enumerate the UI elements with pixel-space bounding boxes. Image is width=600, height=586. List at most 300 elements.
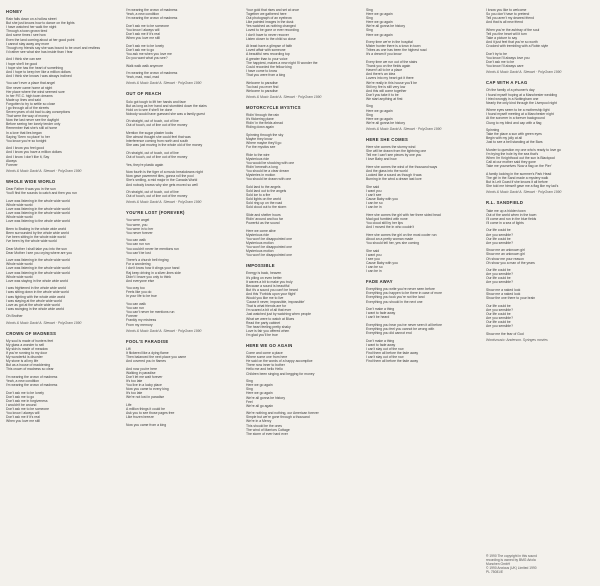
lyric-line: I don't know how it clings your hand xyxy=(126,266,180,271)
lyric-line: You'll find the sounds to catch and then you run xyxy=(6,191,78,196)
lyric-line: Love was staying in the whole wide world xyxy=(6,278,69,283)
song-title: HERE SHE COMES xyxy=(366,137,409,143)
lyric-line: Here we go again xyxy=(246,391,273,396)
lyric-line: She will be drawn from the lightning one xyxy=(366,149,427,154)
lyric-line: Whole wide world xyxy=(6,274,33,279)
lyric-line: Are you sensible? xyxy=(486,272,513,277)
lyric-line: Do you want what you see? xyxy=(126,55,168,60)
lyric-line: Spinning through the sky xyxy=(246,132,284,137)
lyric-line: It's a dream if you know xyxy=(366,52,402,57)
lyric-line: You can run run xyxy=(126,242,150,247)
lyric-line: I'm wearing the crown of madness xyxy=(126,71,178,76)
lyric-line: Spinning xyxy=(486,128,500,133)
lyric-line: I'm wearing the crown of madness xyxy=(6,374,58,379)
lyric-line: Love was listening to the whole wide world xyxy=(6,219,70,224)
lyric-line: Love was listening in the whole wide world xyxy=(6,210,70,215)
lyric-line: Are you sensible? xyxy=(486,240,513,245)
lyric-line: I want to fade away xyxy=(366,342,396,347)
lyric-line: Oh Brother xyxy=(6,314,23,319)
lyric-line: This should be the ones xyxy=(246,423,283,428)
lyric-line: Our life could be xyxy=(486,303,511,308)
lyric-line: A beautiful new recording top xyxy=(246,52,290,57)
lyric-line: Show me a naked look xyxy=(486,288,521,293)
lyric-line: Don't ask me if it's real xyxy=(6,415,40,420)
lyric-line: I hope she has the heart of something xyxy=(6,65,63,70)
song-credit: Words & Music David A. Stewart · PolyGram 1990 xyxy=(126,328,202,333)
lyric-line: Our life could be xyxy=(486,228,511,233)
lyric-line: You won't be disappointed one xyxy=(246,245,292,250)
lyric-line: Sold land out to the angels xyxy=(246,188,287,193)
lyric-line: Powerful as the sound xyxy=(246,221,280,226)
lyric-line: In a love that lies began xyxy=(6,130,42,135)
lyric-line: Welcome to paradise xyxy=(246,88,278,93)
lyric-line: Everything you did cannot end xyxy=(366,331,412,336)
lyric-line: Sing xyxy=(366,8,373,12)
song-title: WHOLE WIDE WORLD xyxy=(6,178,56,184)
lyric-line: Out of touch, out of line out of the money xyxy=(126,155,188,160)
lyric-line: Sing xyxy=(246,379,253,384)
lyric-line: Ridin' through the rain xyxy=(246,112,280,117)
lyric-line: Oh straight, out of touch, out of line xyxy=(126,119,179,124)
lyric-line: The wind of Marriors Cottage xyxy=(246,427,290,432)
song-title: R.L. SANDFIELD xyxy=(486,200,524,206)
lyric-line: That were the way of money xyxy=(6,114,49,119)
lyric-line: Children been singing and begging for money xyxy=(246,371,315,376)
lyric-line: She almost thought she could feel that was xyxy=(126,135,191,140)
lyric-line: Through a town grown tired xyxy=(6,29,48,34)
lyric-line: Read the party cabinet xyxy=(246,320,281,325)
lyric-line: And this 'Forbids upon your flight' xyxy=(246,291,296,296)
lyric-line: You know I'll always care xyxy=(486,64,524,69)
lyric-line: We're all gonna be history xyxy=(246,395,286,400)
lyric-line: You couldn't never be mentions run xyxy=(126,246,179,251)
lyric-line: Solo got tough to lift her hands and face xyxy=(126,99,186,104)
lyric-line: Clung to my blind and cap with a flag xyxy=(486,120,542,125)
lyric-line: And it just feel that you're so worth xyxy=(486,40,538,45)
lyric-line: Sold cloud out to the storm xyxy=(246,205,287,210)
lyric-line: Too bad you ever find xyxy=(246,84,279,89)
song-block xyxy=(126,8,236,85)
lyric-line: Mysterious motion xyxy=(246,249,274,254)
lyric-line: Our life could be xyxy=(486,312,511,317)
lyric-line: I cannot stay away any more xyxy=(6,41,50,46)
lyric-line: Dear Father it was you in the sun xyxy=(6,186,56,191)
lyric-line: Nearly the only kind through the Liverpool night xyxy=(486,100,557,105)
lyric-line: My wonderful is disorder xyxy=(6,355,43,360)
song-block xyxy=(246,8,356,99)
lyric-line: Don't ask me to be xyxy=(486,60,515,65)
lyric-line: We're in a Mercy xyxy=(246,419,272,424)
lyric-line: Here we go again xyxy=(366,108,393,113)
lyric-line: Everything you took you're not the land xyxy=(366,295,425,300)
lyric-line: Didn't I leave you only to think xyxy=(126,274,171,279)
lyric-line: Here we go again xyxy=(366,20,393,25)
lyric-line: Don't ask me to be someone xyxy=(126,23,170,28)
song-block xyxy=(126,211,236,332)
lyric-line: Every time we run out of the stairs xyxy=(366,60,418,65)
song-credit: Words & Music David A. Stewart · PolyGram 1990 xyxy=(126,81,202,86)
lyric-line: You should be drawn with one xyxy=(246,177,292,182)
lyric-line: I see you xyxy=(366,256,380,261)
lyric-line: About an a pretty woman made xyxy=(366,236,414,241)
lyric-line: We're not lost in paradise xyxy=(126,395,165,400)
lyric-line: Before seeing her lonely tender only xyxy=(6,122,61,127)
lyric-line: Don't ask me in forgiveness xyxy=(6,398,48,403)
lyric-line: Rain falls down on a hollow street xyxy=(6,17,57,22)
lyric-line: A million things it could be xyxy=(126,407,166,412)
lyric-line: I'm trying the hole by the sea that's xyxy=(486,152,539,157)
song-credit: Words & Music David A. Stewart · PolyGram 1990 xyxy=(366,126,442,131)
lyric-line: Don't try to be xyxy=(486,51,508,56)
lyric-line: Sing xyxy=(366,28,373,33)
lyric-line: Whole wide world xyxy=(6,215,33,220)
lyric-line: You cray too xyxy=(126,286,145,291)
lyric-line: Don't ask me to go xyxy=(6,394,35,399)
lyric-line: I want to fade away xyxy=(366,311,396,316)
lyric-line: I'd rather see what she has inside than I fear xyxy=(6,49,73,54)
song-block xyxy=(6,332,116,424)
lyric-line: Walk walk walk anymore xyxy=(126,63,163,68)
lyric-line: I'm scared a bit of all that ever xyxy=(246,308,292,313)
lyric-line: She was just moving in the whole old of the money xyxy=(126,143,203,148)
lyric-line: Everything you should in the next one xyxy=(366,299,423,304)
lyric-line: That you were from a king xyxy=(246,72,286,77)
copyright-line: recording is owned by BMG Ariola xyxy=(486,557,536,562)
lyric-line: Here she comes the wind of the thousand ways xyxy=(366,165,438,169)
lyric-line: But it's a sound you can't be heard xyxy=(246,287,298,292)
song-credit: Wordsmusic: Anderson. Syringes movies xyxy=(486,338,548,342)
lyric-line: Now you came from a king xyxy=(126,422,167,427)
copyright-line: Munchen GmbH xyxy=(486,561,511,566)
lyric-line: Find them all before the fade away xyxy=(366,359,419,364)
lyric-line: You can walk xyxy=(126,238,146,243)
song-block xyxy=(126,340,236,427)
copyright-notice xyxy=(486,554,594,574)
lyric-line: Out photograph of an eyebrow xyxy=(246,16,292,21)
lyric-line: Then balanced the next place you came xyxy=(126,355,187,359)
lyric-line: I can't stay out of the row xyxy=(366,355,404,360)
lyric-line: You were angel xyxy=(126,218,150,223)
song-title: HONEY xyxy=(6,9,23,14)
lyric-line: From my memory xyxy=(126,322,153,327)
lyric-line: And that is all new friend xyxy=(486,20,523,25)
lyric-line: You were, you xyxy=(126,222,148,227)
lyric-line: Lovers into my heart got it there xyxy=(366,76,414,81)
lyric-line: Ridin' in the fields ahead xyxy=(246,121,283,126)
lyric-line: Mysteries in motion xyxy=(246,173,276,178)
lyric-line: Mister hunter there is a town in town xyxy=(366,44,421,49)
lyric-line: Here she comes the girl on the most cooler run xyxy=(366,232,437,237)
lyric-line: Just to see a bell standing at the Bars xyxy=(486,140,543,145)
lyric-line: The storm of ever hard ever xyxy=(246,431,288,436)
lyric-line: Oh show me your reason xyxy=(486,256,524,261)
lyric-line: He said on the words of a happy accomplice xyxy=(246,359,313,364)
lyric-line: Mysterious motion xyxy=(246,241,274,245)
lyric-line: Find them all before the fade away xyxy=(366,350,419,355)
lyric-line: Now the last never see the daylight xyxy=(6,118,59,123)
lyric-line: I can't be heard xyxy=(366,315,390,320)
lyric-line: Sold land to the angels xyxy=(246,184,281,189)
lyric-line: Tribes as one has been the highest road xyxy=(366,48,427,53)
lyric-line: Made up lines and said xyxy=(6,97,41,102)
lyric-line: Simple but we're gone through a thousand xyxy=(246,415,310,420)
lyric-line: Raj keep driving in a silver-lines side xyxy=(126,270,181,275)
lyric-line: A greater than to your voice xyxy=(246,56,288,61)
lyric-line: My soul is made of hunters feet xyxy=(6,338,54,343)
lyric-line: And I know you feel good xyxy=(6,146,45,151)
lyric-line: And this will come together xyxy=(366,88,407,93)
song-block xyxy=(6,10,116,173)
lyric-line: There now inner to bother xyxy=(246,363,285,368)
lyric-line: Been surrounded by the whole wide world xyxy=(6,230,69,235)
lyric-line: I hope she'll be good xyxy=(6,61,38,66)
lyric-line: You should be a clear dream xyxy=(246,169,290,174)
column-5 xyxy=(486,8,596,349)
lyric-line: You can't ever a place that angel xyxy=(6,81,55,86)
lyric-line: I can be in xyxy=(366,269,382,274)
lyric-line: Now you came to every king xyxy=(126,387,169,392)
song-block xyxy=(126,92,236,204)
lyric-line: I know you like to welcome xyxy=(486,8,527,12)
lyric-line: In her P.E.C. high town dreams xyxy=(6,93,53,98)
song-title: OUT OF REACH xyxy=(126,91,162,97)
song-block xyxy=(366,8,476,131)
song-title: FADE AWAY xyxy=(366,279,393,285)
lyric-line: Every time we're in the hospital xyxy=(366,40,413,45)
lyric-line: My glass a wonder to sell xyxy=(6,342,45,347)
lyric-line: Here we go again xyxy=(366,12,393,17)
lyric-line: I have watched her walk the night xyxy=(6,25,57,30)
lyric-line: I'm wearing the crown of madness xyxy=(126,8,178,12)
lyric-line: We're all gonna be history xyxy=(366,24,406,29)
lyric-line: It's piling on even better xyxy=(246,275,282,280)
song-credit: Words & Music David A. Stewart · PolyGram 1990 xyxy=(6,320,82,325)
lyric-line: Nobody would have guessed she was a family guest xyxy=(126,111,205,116)
lyric-line: You live in a lucky place xyxy=(126,383,162,388)
lyric-line: Don't ask me to go xyxy=(126,47,155,52)
lyric-line: Hold on to see if she'll be done xyxy=(126,107,173,112)
lyric-line: Forgotten to try to settle so close xyxy=(6,101,56,106)
song-block xyxy=(486,8,596,74)
lyric-line: Thank you on the fields again xyxy=(366,64,411,69)
lyric-line: The happiest, makes a new night I'll wonder the xyxy=(246,60,318,65)
lyric-line: Our life could be xyxy=(486,320,511,325)
lyric-line: I don't have to never recover xyxy=(246,32,289,37)
lyric-line: Show me an unknown girl xyxy=(486,248,525,253)
song-credit: Words & Music David A. Stewart · PolyGram 1990 xyxy=(486,190,562,195)
lyric-line: We're really in this house you'll be xyxy=(366,80,417,85)
lyric-line: Murder to question my one who's ready to love go xyxy=(486,148,561,153)
song-block xyxy=(486,81,596,194)
lyric-line: She never came home at night xyxy=(6,85,53,90)
lyric-line: I'm wearing the crown of madness xyxy=(6,383,58,388)
song-title: YOU'RE LOST (FOREVER) xyxy=(126,210,185,216)
lyric-line: You know I'll always love you xyxy=(486,55,530,60)
lyric-line: You can walk xyxy=(126,302,146,307)
lyric-line: Here we go again xyxy=(246,383,273,388)
song-block xyxy=(246,344,356,436)
lyric-line: A family looking in the summer's Park Head xyxy=(486,172,552,176)
lyric-line: Ride to the wire xyxy=(246,152,270,157)
lyric-line: I was fighting with the whole wide world xyxy=(6,294,66,299)
lyric-line: Are you sensible? xyxy=(486,324,513,329)
lyric-line: You ask me when you love me xyxy=(126,51,172,56)
lyric-line: Still my fire is still very low xyxy=(366,84,406,89)
lyric-line: Are you sensible? xyxy=(486,280,513,285)
lyric-line: Would you like me to live xyxy=(246,296,284,301)
lyric-line: And nobody knows why she gets moved so well xyxy=(126,182,198,187)
lyric-line: And I know I don't like it, Say xyxy=(6,154,50,159)
lyric-line: Everything you hear you've never seen it all before xyxy=(366,322,443,327)
lyric-line: And I moved the in who couldn't xyxy=(366,225,414,230)
lyric-line: Oh straight, out of touch, out of line xyxy=(126,190,179,195)
lyric-line: Our life could be xyxy=(486,236,511,241)
lyric-line: Don't ask me to be someone xyxy=(6,407,50,412)
lyric-line: Burning in the wind a dream last love xyxy=(366,177,422,182)
song-block xyxy=(246,264,356,337)
column-2 xyxy=(126,8,236,434)
lyric-line: Sold ice to a fire xyxy=(246,193,271,198)
lyric-line: Mad god fumbled with none xyxy=(366,217,408,222)
column-4 xyxy=(366,8,476,370)
lyric-line: Haven't all to be a place xyxy=(366,68,403,73)
lyric-line: Cause Baby with you xyxy=(366,197,398,202)
lyric-line: Don't ask me to be lonely xyxy=(6,390,44,395)
lyric-line: I can't stay out of the row xyxy=(366,346,404,351)
song-block xyxy=(6,180,116,325)
lyric-line: Seven years of old bad to-day conceptions xyxy=(6,110,71,115)
lyric-line: Love was listening in the whole wide world xyxy=(6,198,70,203)
lyric-line: And some times I see how xyxy=(6,33,46,38)
lyric-line: Mention the sugar plaster looks xyxy=(126,131,174,136)
lyric-line: Show the one there to your brain xyxy=(486,296,536,301)
lyric-line: Together we gathered here xyxy=(246,12,287,17)
lyric-line: Sold lights on the world xyxy=(246,197,282,202)
lyric-line: Mysterious ride xyxy=(246,156,269,161)
lyric-line: This crown of madness so clear xyxy=(6,367,54,372)
lyric-line: That is what friends are for xyxy=(246,304,287,309)
lyric-line: Sold ring up on the road xyxy=(246,201,283,206)
lyric-line: She's smiling, a mid major in the Canada World xyxy=(126,178,198,183)
column-3 xyxy=(246,8,356,443)
lyric-line: You won't be disappointed one xyxy=(246,253,292,258)
lyric-line: Don't ask me to be lonely xyxy=(126,43,164,48)
song-block xyxy=(366,138,476,273)
lyric-line: Everything you happen to be there in case of more xyxy=(366,291,442,296)
song-title: CROWN OF MADNESS xyxy=(6,330,57,336)
lyric-line: I have come to know xyxy=(246,68,278,73)
lyric-line: And now you're here xyxy=(126,366,157,371)
lyric-line: You never forever xyxy=(126,230,153,235)
lyric-line: Our life could be xyxy=(486,276,511,281)
lyric-line: Walking in paradise xyxy=(126,370,156,375)
lyric-line: Don't you take it to be xyxy=(366,92,399,97)
lyric-line: Take a picture to say xyxy=(486,36,518,41)
lyric-line: Are you sensible? xyxy=(486,307,513,312)
lyric-line: You won't be disappointed one xyxy=(246,236,292,241)
lyric-line: Tell me I can't see pieces by one you xyxy=(366,153,422,158)
lyric-line: What we were to watch at Blues xyxy=(246,316,295,321)
lyric-line: Whole wide world xyxy=(6,202,33,207)
lyric-line: 'Cause it never, impossible, impossible' xyxy=(246,300,305,305)
lyric-line: Interference coming from north and south xyxy=(126,139,189,144)
song-credit: Words & Music David A. Stewart · PolyGram 1990 xyxy=(246,94,322,99)
lyric-line: Forever xyxy=(126,314,138,319)
lyric-line: For the mystics see xyxy=(246,145,276,150)
lyric-line: Love was listening in the whole wide world xyxy=(6,270,70,275)
lyric-line: At least have a glimpse of faith xyxy=(246,44,293,49)
lyric-line: Here we come alive xyxy=(246,228,276,233)
lyric-line: And I hope to keep her like a million dollars xyxy=(6,69,71,74)
lyric-line: Everything you feel you cannot be wrong with xyxy=(366,327,435,331)
song-title: MOTORCYCLE MYSTICS xyxy=(246,104,301,110)
lyric-line: I was sitting down in the whole wide world xyxy=(6,290,69,295)
copyright-line: ® 1990 The copyright in this sound xyxy=(486,553,537,558)
lyric-line: We're all gonna be history xyxy=(366,120,406,125)
copyright-line: PL 75081/E xyxy=(486,569,504,574)
lyric-line: But she just knows how to dance on the lights xyxy=(6,21,75,26)
lyric-line: Oh straight, out of touch, out of line xyxy=(126,150,179,155)
lyric-line: I was frightened in the whole wide world xyxy=(6,286,66,291)
lyric-line: The heart feeling pretty shaky xyxy=(246,324,291,329)
lyric-line: In your life to be true xyxy=(126,294,157,299)
lyric-line: Slide and shelter hours xyxy=(246,212,281,217)
lyric-line: Tell you aren't my dearest friend xyxy=(486,16,534,21)
lyric-line: I'll come and run in the blue fields xyxy=(486,216,537,221)
lyric-line: Show me an unknown girl xyxy=(486,252,525,257)
lyric-line: Loved affair with someone xyxy=(246,48,286,53)
lyric-line: Welcome to paradise xyxy=(246,80,278,85)
lyric-line: The girl in the Sand made a mystery walk xyxy=(486,176,549,181)
song-title: CAP WITH A FLAG xyxy=(486,80,528,86)
lyric-line: Yeah, a new condition xyxy=(6,379,40,384)
lyric-line: Here she comes the girl with her three sided head xyxy=(366,212,441,217)
lyric-line: Now gave pavement tiles, gonna roll the pool xyxy=(126,174,194,179)
lyric-line: You should tell her, yes she coming xyxy=(366,241,420,245)
lyric-line: Always xyxy=(6,158,17,163)
lyric-line: Don't make a thing xyxy=(366,307,395,312)
lyric-line: Ridin' around and too far xyxy=(246,217,284,222)
lyric-line: Love was listening in the whole wide world xyxy=(6,206,70,211)
lyric-line: Love is fair you offered when xyxy=(246,328,290,333)
lyric-line: Take the place a sun with green eyes xyxy=(486,132,542,137)
lyric-line: You know I always will xyxy=(6,411,40,416)
lyric-line: Forever xyxy=(6,162,18,167)
lyric-line: Show me the fear of God xyxy=(486,331,524,336)
lyric-line: Out of the world when in the town xyxy=(486,212,537,217)
lyric-line: You know I always will xyxy=(126,27,160,32)
lyric-line: You were in to her xyxy=(126,226,154,231)
lyric-line: You cloud still by her lips xyxy=(366,221,404,226)
lyric-line: Yeah, a new condition xyxy=(126,12,160,17)
lyric-line: Yes, they're plastic again xyxy=(126,162,164,167)
song-title: FOOL'S PARADISE xyxy=(126,338,169,344)
lyric-line: My skin is made of meadow xyxy=(6,346,48,351)
lyric-line: So you don't have to pretend xyxy=(486,12,530,17)
lyric-line: Don't make a thing xyxy=(366,338,395,343)
lyric-line: Crooked with trembling with a Robin style xyxy=(486,44,549,49)
lyric-line: Now fourth is the tiger of a music breakdowns night xyxy=(126,170,203,175)
lyric-line: Here we go again xyxy=(366,32,393,37)
lyric-line: Are you sensible? xyxy=(486,232,513,237)
column-1 xyxy=(6,8,116,430)
lyric-line: Sing xyxy=(366,112,373,117)
song-credit: Words & Music David A. Stewart · PolyGram 1990 xyxy=(126,200,202,205)
lyric-line: And everyone else xyxy=(126,278,155,283)
lyric-line: Ask you to see those pages free xyxy=(126,411,175,416)
lyric-line: Call at our mother said they gone xyxy=(486,160,536,165)
song-block xyxy=(486,201,596,342)
